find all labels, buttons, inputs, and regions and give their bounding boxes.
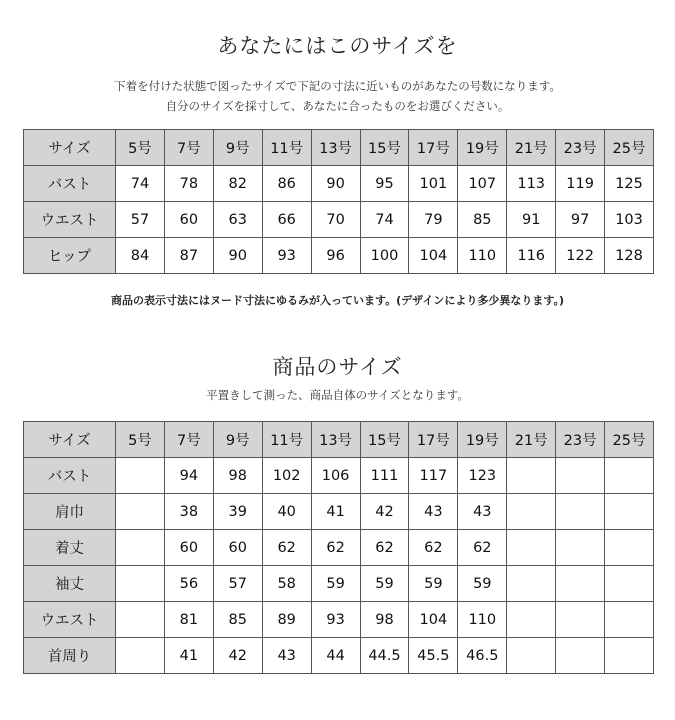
table-cell: 42: [213, 638, 262, 674]
table-cell: 116: [507, 238, 556, 274]
table-cell: [605, 458, 654, 494]
table-cell: 62: [458, 530, 507, 566]
corner-header: サイズ: [24, 130, 116, 166]
table-cell: 104: [409, 238, 458, 274]
table-cell: 93: [311, 602, 360, 638]
table-cell: 41: [311, 494, 360, 530]
table-header-row: [24, 130, 654, 166]
table-cell: 103: [605, 202, 654, 238]
table-cell: [605, 530, 654, 566]
table-cell: 43: [409, 494, 458, 530]
table-cell: [116, 458, 165, 494]
column-header: 9号: [213, 130, 262, 166]
table-cell: 62: [311, 530, 360, 566]
column-header: 21号: [507, 130, 556, 166]
table-cell: 59: [409, 566, 458, 602]
table-cell: 74: [116, 166, 165, 202]
table-cell: [556, 638, 605, 674]
row-label: バスト: [24, 166, 116, 202]
table-row: [24, 202, 654, 238]
section1-description-line2: 自分のサイズを採寸して、あなたに合ったものをお選びください。: [165, 99, 510, 113]
product-size-table: [23, 421, 654, 674]
table-cell: 60: [213, 530, 262, 566]
table-cell: 39: [213, 494, 262, 530]
table-cell: [507, 494, 556, 530]
table-cell: 117: [409, 458, 458, 494]
table-cell: 43: [262, 638, 311, 674]
column-header: 17号: [409, 130, 458, 166]
table-cell: 81: [164, 602, 213, 638]
table-row: [24, 494, 654, 530]
table-cell: 59: [311, 566, 360, 602]
table-cell: [556, 530, 605, 566]
column-header: 25号: [605, 130, 654, 166]
column-header: 7号: [164, 130, 213, 166]
table-cell: 74: [360, 202, 409, 238]
table-cell: 107: [458, 166, 507, 202]
table-cell: 57: [116, 202, 165, 238]
table-cell: 40: [262, 494, 311, 530]
table-cell: 62: [409, 530, 458, 566]
table-cell: 128: [605, 238, 654, 274]
table-cell: 85: [213, 602, 262, 638]
table-cell: [507, 530, 556, 566]
column-header: 13号: [311, 130, 360, 166]
table-cell: [116, 566, 165, 602]
table-cell: 97: [556, 202, 605, 238]
section2-title: 商品のサイズ: [272, 355, 403, 379]
row-label: ウエスト: [24, 202, 116, 238]
table-cell: 59: [458, 566, 507, 602]
table-cell: 90: [311, 166, 360, 202]
table-cell: [556, 458, 605, 494]
column-header: 7号: [164, 422, 213, 458]
column-header: 19号: [458, 422, 507, 458]
table-cell: 111: [360, 458, 409, 494]
column-header: 19号: [458, 130, 507, 166]
table-cell: [507, 638, 556, 674]
table-cell: 113: [507, 166, 556, 202]
table-row: [24, 566, 654, 602]
column-header: 11号: [262, 422, 311, 458]
table-cell: 60: [164, 202, 213, 238]
table-cell: 57: [213, 566, 262, 602]
nude-size-table: [23, 129, 654, 274]
table-cell: 59: [360, 566, 409, 602]
table-row: [24, 458, 654, 494]
column-header: 23号: [556, 130, 605, 166]
column-header: 9号: [213, 422, 262, 458]
row-label: 着丈: [24, 530, 116, 566]
table-cell: 44: [311, 638, 360, 674]
table-cell: [116, 530, 165, 566]
column-header: 15号: [360, 422, 409, 458]
table-cell: 106: [311, 458, 360, 494]
table-cell: 86: [262, 166, 311, 202]
table-cell: [116, 638, 165, 674]
table-cell: 93: [262, 238, 311, 274]
table-cell: 43: [458, 494, 507, 530]
table-cell: 123: [458, 458, 507, 494]
table-cell: 119: [556, 166, 605, 202]
table-cell: 96: [311, 238, 360, 274]
table-cell: 94: [164, 458, 213, 494]
table-cell: [507, 458, 556, 494]
row-label: 肩巾: [24, 494, 116, 530]
table-cell: 79: [409, 202, 458, 238]
table-cell: 62: [360, 530, 409, 566]
table-cell: 62: [262, 530, 311, 566]
table-cell: [605, 638, 654, 674]
table-cell: 41: [164, 638, 213, 674]
table-cell: [116, 494, 165, 530]
column-header: 13号: [311, 422, 360, 458]
column-header: 11号: [262, 130, 311, 166]
table-cell: [507, 566, 556, 602]
table-cell: [556, 494, 605, 530]
corner-header: サイズ: [24, 422, 116, 458]
table-cell: 44.5: [360, 638, 409, 674]
table-cell: 70: [311, 202, 360, 238]
section1-description: [0, 76, 675, 116]
row-label: 首周り: [24, 638, 116, 674]
table-cell: 104: [409, 602, 458, 638]
table-row: [24, 238, 654, 274]
table-cell: 91: [507, 202, 556, 238]
table-cell: 82: [213, 166, 262, 202]
table-cell: 58: [262, 566, 311, 602]
table-cell: 95: [360, 166, 409, 202]
size-note: 商品の表示寸法にはヌード寸法にゆるみが入っています。(デザインにより多少異なります。): [110, 294, 565, 307]
table-header-row: [24, 422, 654, 458]
column-header: 5号: [116, 130, 165, 166]
table-cell: 90: [213, 238, 262, 274]
section1-description-line1: 下着を付けた状態で図ったサイズで下記の寸法に近いものがあなたの号数になります。: [114, 79, 561, 93]
column-header: 21号: [507, 422, 556, 458]
table-row: [24, 530, 654, 566]
table-cell: 78: [164, 166, 213, 202]
table-cell: 122: [556, 238, 605, 274]
table-cell: 85: [458, 202, 507, 238]
section2-description: 平置きして測った、商品自体のサイズとなります。: [206, 388, 469, 402]
table-cell: 46.5: [458, 638, 507, 674]
table-row: [24, 602, 654, 638]
table-cell: 98: [213, 458, 262, 494]
table-row: [24, 638, 654, 674]
table-cell: [605, 494, 654, 530]
column-header: 17号: [409, 422, 458, 458]
table-row: [24, 166, 654, 202]
table-cell: 110: [458, 602, 507, 638]
row-label: ウエスト: [24, 602, 116, 638]
table-cell: 125: [605, 166, 654, 202]
table-cell: 100: [360, 238, 409, 274]
table-cell: 45.5: [409, 638, 458, 674]
table-cell: 87: [164, 238, 213, 274]
table-cell: 42: [360, 494, 409, 530]
table-cell: [507, 602, 556, 638]
table-cell: 89: [262, 602, 311, 638]
table-cell: 38: [164, 494, 213, 530]
table-cell: [116, 602, 165, 638]
column-header: 25号: [605, 422, 654, 458]
table-cell: 101: [409, 166, 458, 202]
row-label: バスト: [24, 458, 116, 494]
column-header: 23号: [556, 422, 605, 458]
table-cell: [605, 602, 654, 638]
table-cell: 98: [360, 602, 409, 638]
table-cell: 60: [164, 530, 213, 566]
table-cell: 66: [262, 202, 311, 238]
table-cell: 102: [262, 458, 311, 494]
table-cell: 63: [213, 202, 262, 238]
table-cell: [605, 566, 654, 602]
section1-title: あなたにはこのサイズを: [217, 34, 458, 58]
column-header: 15号: [360, 130, 409, 166]
table-cell: [556, 602, 605, 638]
table-cell: 84: [116, 238, 165, 274]
table-cell: 110: [458, 238, 507, 274]
row-label: 袖丈: [24, 566, 116, 602]
table-cell: 56: [164, 566, 213, 602]
row-label: ヒップ: [24, 238, 116, 274]
column-header: 5号: [116, 422, 165, 458]
table-cell: [556, 566, 605, 602]
